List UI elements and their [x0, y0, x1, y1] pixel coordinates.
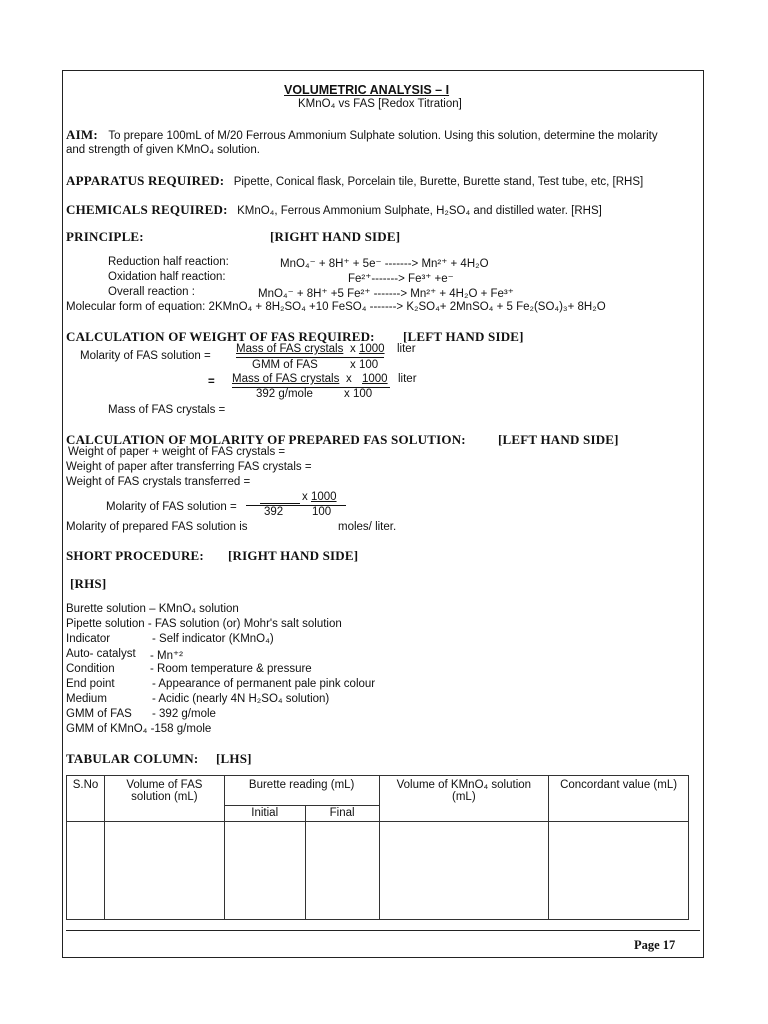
- procedure-val-medium: - Acidic (nearly 4N H₂SO₄ solution): [152, 693, 330, 705]
- aim-text-line2: and strength of given KMnO₄ solution.: [66, 144, 260, 156]
- apparatus-text: Pipette, Conical flask, Porcelain tile, Burette, Burette stand, Test tube, etc, [RHS]: [233, 176, 644, 188]
- mass-fas-label: Mass of FAS crystals =: [108, 404, 226, 416]
- molarity-line-1: Weight of paper + weight of FAS crystals =: [68, 446, 286, 458]
- chemicals-text: KMnO₄, Ferrous Ammonium Sulphate, H₂SO₄ and distilled water. [RHS]: [237, 205, 602, 217]
- weight-x100-b: x 100: [344, 388, 373, 400]
- table-cell: [104, 822, 224, 920]
- reduction-label: Reduction half reaction:: [108, 256, 229, 268]
- chemicals-section: [66, 201, 602, 219]
- weight-calc-label: CALCULATION OF WEIGHT OF FAS REQUIRED:: [66, 329, 375, 344]
- molarity-result-label: Molarity of prepared FAS solution is: [66, 521, 248, 533]
- procedure-item-pipette: Pipette solution - FAS solution (or) Mohr's salt solution: [66, 618, 342, 630]
- weight-numerator-1: Mass of FAS crystals: [236, 343, 344, 355]
- procedure-side: [RIGHT HAND SIDE]: [228, 548, 359, 563]
- procedure-key-indicator: Indicator: [66, 633, 111, 645]
- weight-denominator-2: 392 g/mole: [256, 388, 313, 400]
- aim-label: AIM:: [66, 127, 98, 142]
- procedure-val-endpoint: - Appearance of permanent pale pink colour: [152, 678, 376, 690]
- reduction-equation: MnO₄⁻ + 8H⁺ + 5e⁻ -------> Mn²⁺ + 4H₂O: [280, 258, 489, 270]
- principle-label: PRINCIPLE:: [66, 229, 144, 244]
- weight-molarity-label: Molarity of FAS solution =: [80, 350, 211, 362]
- procedure-key-condition: Condition: [66, 663, 115, 675]
- table-cell: [224, 822, 305, 920]
- molarity-result-unit: moles/ liter.: [338, 521, 397, 533]
- molarity-line-2: Weight of paper after transferring FAS crystals =: [66, 461, 312, 473]
- procedure-key-gmm-fas: GMM of FAS: [66, 708, 132, 720]
- overall-equation: MnO₄⁻ + 8H⁺ +5 Fe²⁺ -------> Mn²⁺ + 4H₂O + Fe³⁺: [258, 288, 514, 300]
- weight-calc-side: [LEFT HAND SIDE]: [403, 329, 524, 344]
- weight-liter-b: liter: [398, 373, 417, 385]
- apparatus-label: APPARATUS REQUIRED:: [66, 173, 225, 188]
- weight-1000-b: 1000: [362, 373, 388, 385]
- weight-equals: =: [208, 376, 215, 388]
- table-cell: [549, 822, 689, 920]
- table-side: [LHS]: [216, 751, 252, 766]
- principle-side: [RIGHT HAND SIDE]: [270, 229, 401, 244]
- procedure-val-indicator: - Self indicator (KMnO₄): [152, 633, 274, 645]
- weight-x100-a: x 100: [350, 359, 379, 371]
- chemicals-label: CHEMICALS REQUIRED:: [66, 202, 228, 217]
- page-title: VOLUMETRIC ANALYSIS – I: [284, 83, 450, 97]
- header-final: Final: [305, 806, 379, 822]
- molarity-den-a: 392: [264, 506, 284, 518]
- weight-liter-a: liter: [397, 343, 416, 355]
- oxidation-label: Oxidation half reaction:: [108, 271, 226, 283]
- fraction-line-1: [236, 357, 384, 358]
- overall-label: Overall reaction :: [108, 286, 195, 298]
- weight-denominator-1: GMM of FAS: [252, 359, 318, 371]
- aim-text-line1: To prepare 100mL of M/20 Ferrous Ammonium Sulphate solution. Using this solution, determine the molarity: [108, 130, 658, 142]
- table-label: TABULAR COLUMN:: [66, 751, 199, 766]
- header-burette-reading: Burette reading (mL): [224, 776, 379, 806]
- blank-numerator-line: [260, 503, 300, 504]
- header-volume-fas: Volume of FAS solution (mL): [104, 776, 224, 822]
- molarity-calc-side: [LEFT HAND SIDE]: [498, 432, 619, 447]
- oxidation-equation: Fe²⁺-------> Fe³⁺ +e⁻: [348, 273, 454, 285]
- procedure-val-catalyst: - Mn⁺²: [150, 650, 183, 662]
- header-initial: Initial: [224, 806, 305, 822]
- header-sno: S.No: [67, 776, 105, 822]
- header-volume-kmno4: Volume of KMnO₄ solution (mL): [379, 776, 549, 822]
- procedure-item-gmm-kmno4: GMM of KMnO₄ -158 g/mole: [66, 723, 212, 735]
- weight-x-b: x: [346, 373, 352, 385]
- weight-x1000-a: x 1000: [350, 343, 385, 355]
- table-cell: [379, 822, 549, 920]
- procedure-val-condition: - Room temperature & pressure: [150, 663, 312, 675]
- molarity-calc-label: CALCULATION OF MOLARITY OF PREPARED FAS SOLUTION:: [66, 432, 466, 447]
- page-subtitle: KMnO₄ vs FAS [Redox Titration]: [298, 98, 462, 110]
- procedure-key-endpoint: End point: [66, 678, 115, 690]
- procedure-key-catalyst: Auto- catalyst: [66, 648, 136, 660]
- molarity-x1000: x 1000: [302, 491, 337, 503]
- molecular-equation: Molecular form of equation: 2KMnO₄ + 8H₂SO₄ +10 FeSO₄ -------> K₂SO₄+ 2MnSO₄ + 5 Fe₂(SO₄)₃+ 8H₂O: [66, 301, 606, 313]
- procedure-val-gmm-fas: - 392 g/mole: [152, 708, 216, 720]
- molarity-fas-label: Molarity of FAS solution =: [106, 501, 237, 513]
- page-number: Page 17: [634, 938, 676, 952]
- procedure-key-medium: Medium: [66, 693, 107, 705]
- procedure-item-burette: Burette solution – KMnO₄ solution: [66, 603, 239, 615]
- apparatus-section: [66, 172, 643, 190]
- table-cell: [67, 822, 105, 920]
- table-cell: [305, 822, 379, 920]
- procedure-rhs: [RHS]: [70, 576, 107, 591]
- table-row: [67, 822, 689, 920]
- molarity-line-3: Weight of FAS crystals transferred =: [66, 476, 251, 488]
- weight-numerator-2: Mass of FAS crystals: [232, 373, 340, 385]
- footer-divider: [66, 930, 700, 931]
- header-concordant: Concordant value (mL): [549, 776, 689, 822]
- molarity-den-b: 100: [312, 506, 332, 518]
- procedure-label: SHORT PROCEDURE:: [66, 548, 204, 563]
- readings-table: [66, 775, 689, 920]
- aim-section: [66, 126, 658, 144]
